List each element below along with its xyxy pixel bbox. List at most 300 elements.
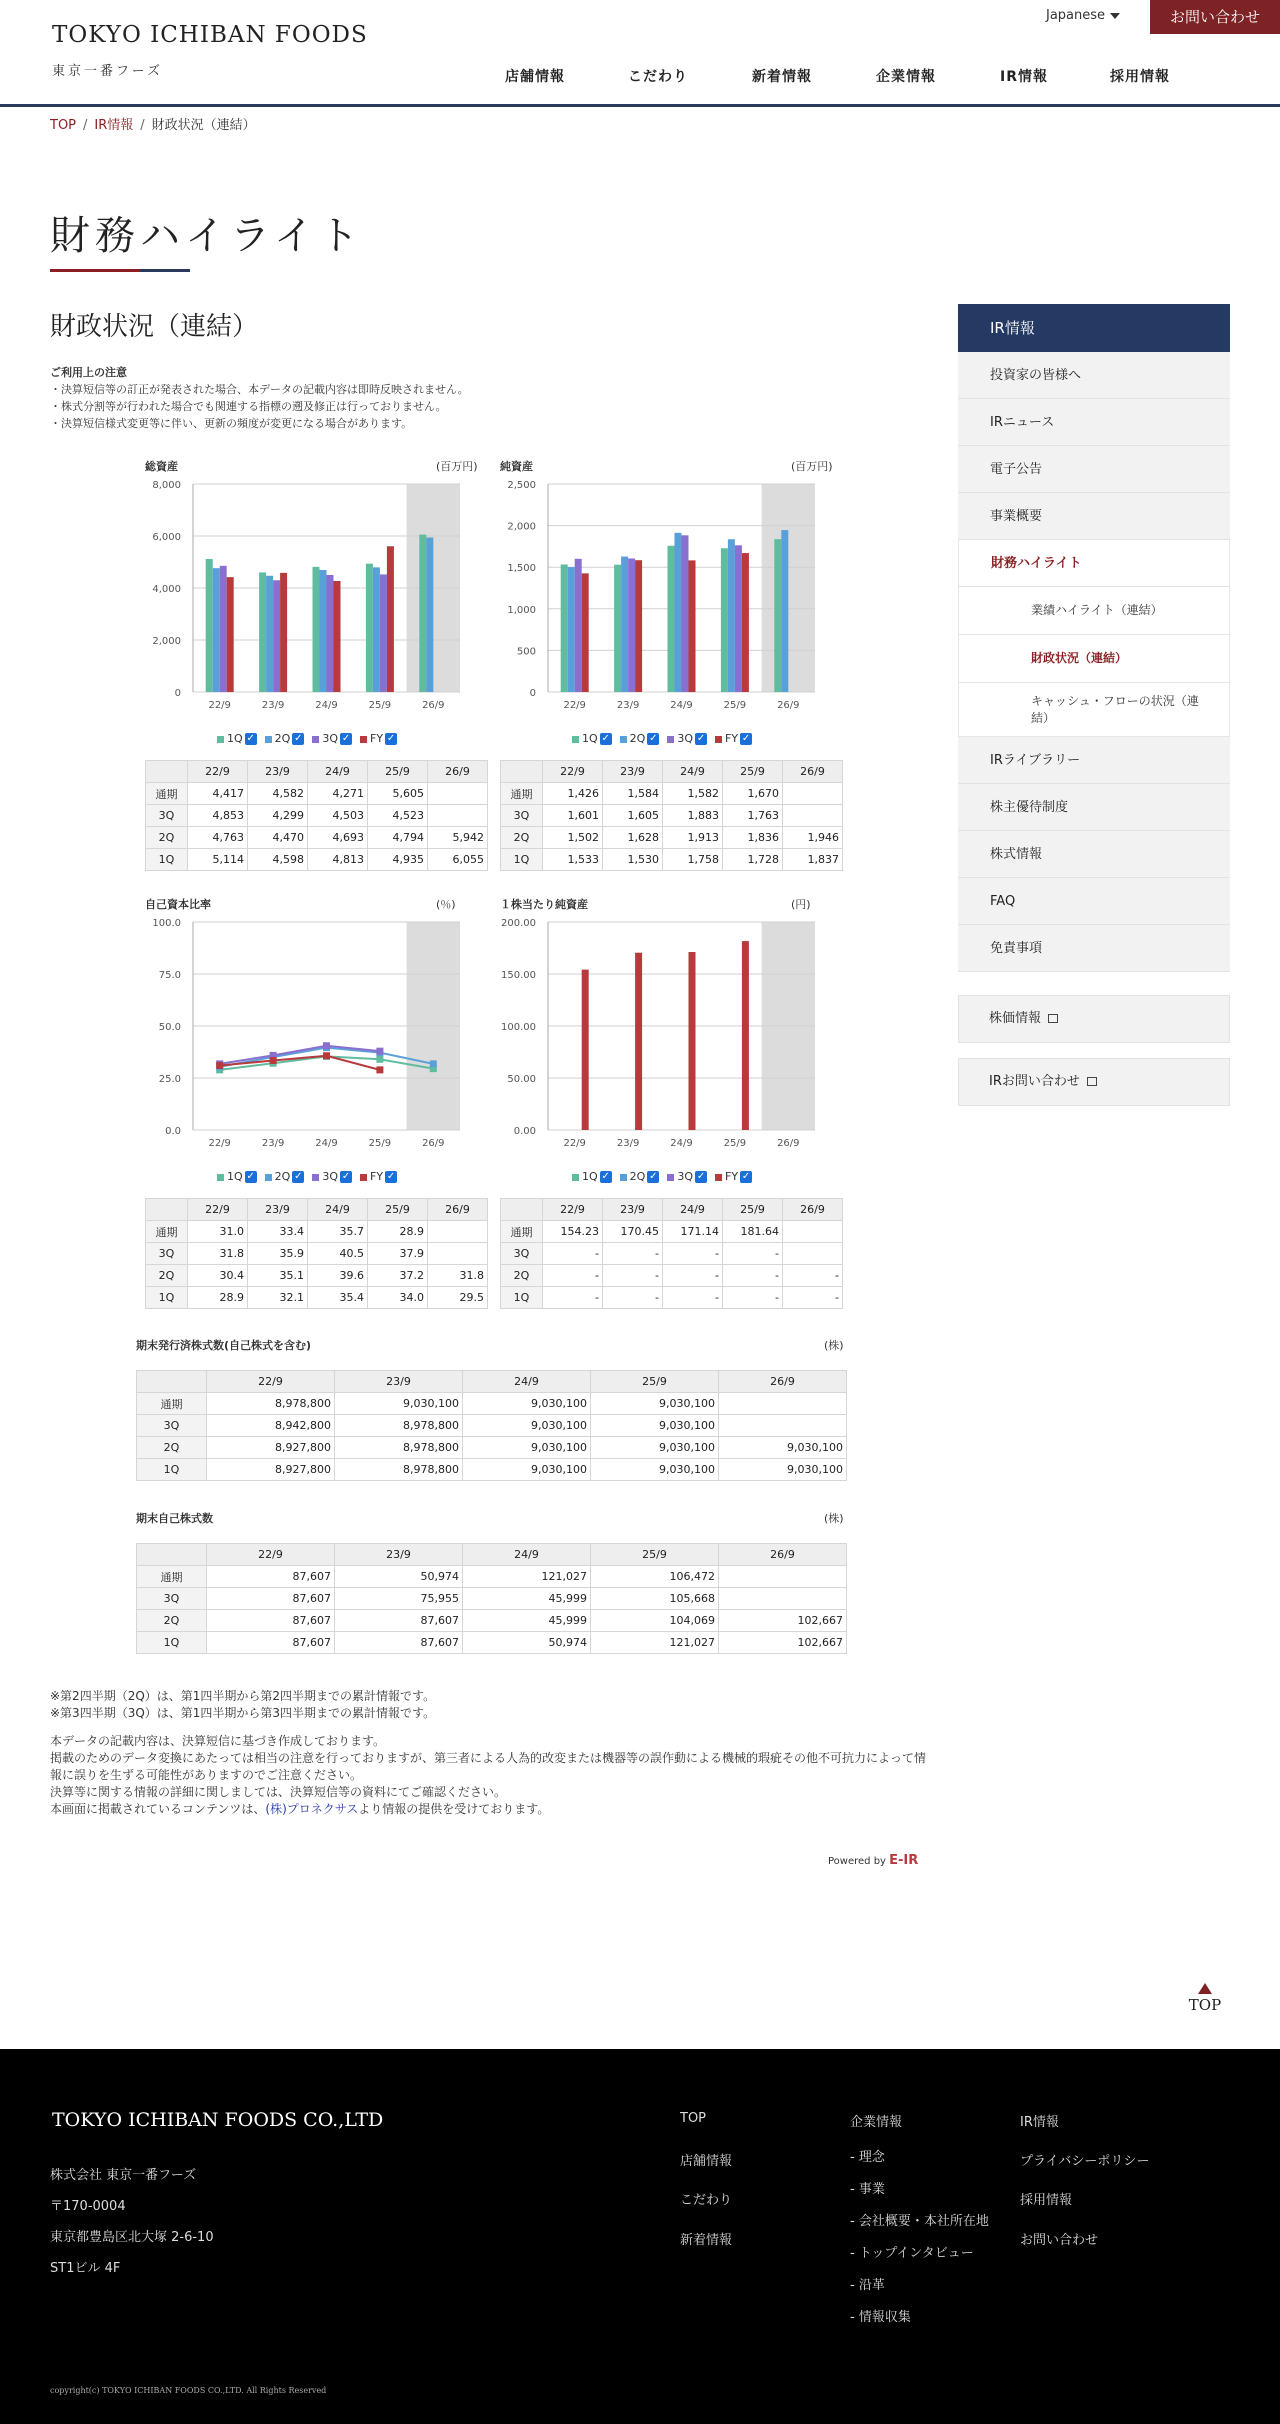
y-tick-label: 0.00 [513,1126,536,1137]
row-label: 2Q [146,827,188,849]
bar-1Q [561,564,568,692]
bar-3Q [220,566,227,692]
legend-swatch [312,736,319,743]
table-cell: 5,605 [368,783,428,805]
table-cell: - [543,1243,603,1265]
footer-link-top[interactable]: TOP [680,2111,707,2126]
x-tick-label: 24/9 [315,700,338,711]
legend-item-2Q[interactable] [265,732,305,745]
back-to-top-button[interactable]: TOP [1184,1983,1226,2014]
chart-data-table [500,760,843,871]
table-cell: 4,503 [308,805,368,827]
x-tick-label: 25/9 [368,700,392,711]
legend-swatch [265,736,272,743]
language-selector[interactable] [1046,8,1120,23]
bar-3Q [575,559,582,692]
table-row [501,1221,843,1243]
y-tick-label: 50.0 [158,1022,181,1033]
powered-by[interactable]: Powered by E-IR [828,1853,919,1868]
legend-swatch [715,736,722,743]
legend-item-1Q[interactable] [217,1170,257,1183]
chart-svg [490,912,830,1182]
y-tick-label: 1,500 [507,563,536,575]
sidebar-subitem-0[interactable] [958,587,1230,635]
table-cell [719,1393,847,1415]
table-cell: 1,836 [723,827,783,849]
table-cell: 4,470 [248,827,308,849]
legend-item-2Q[interactable] [620,1170,660,1183]
table-cell: 1,670 [723,783,783,805]
table-cell: - [783,1287,843,1309]
table-cell: 1,502 [543,827,603,849]
table-cell: 50,974 [463,1632,591,1654]
table-cell: 35.4 [308,1287,368,1309]
footer [0,2049,1280,2424]
bar-1Q [313,567,320,692]
y-tick-label: 2,000 [152,636,181,647]
x-tick-label: 22/9 [208,1138,231,1149]
legend-item-3Q[interactable] [312,1170,352,1183]
table-cell: 1,913 [663,827,723,849]
sidebar-subitem-1[interactable] [958,635,1230,683]
table-cell: 87,607 [207,1632,335,1654]
x-tick-label: 25/9 [723,1138,747,1149]
x-tick-label: 22/9 [208,700,231,711]
legend-checkbox[interactable]: ✓ [741,1171,751,1182]
legend-swatch [667,736,674,743]
table-header: 23/9 [603,761,663,783]
x-tick-label: 24/9 [670,700,693,711]
table-header: 23/9 [335,1371,463,1393]
chart-unit: (百万円) [791,460,833,473]
legend-item-FY[interactable] [360,732,397,745]
table-cell: 106,472 [591,1566,719,1588]
stock-price-link[interactable]: 株価情報 [958,995,1230,1043]
legend-label: 2Q [274,1170,291,1183]
legend-checkbox[interactable]: ✓ [341,1171,351,1182]
table-header: 26/9 [719,1544,847,1566]
row-label: 2Q [146,1265,188,1287]
legend-item-FY[interactable] [715,732,752,745]
bar-1Q [259,572,266,692]
bar-1Q [366,564,373,692]
bar-FY [689,952,696,1130]
bar-FY [280,573,287,692]
legend-label: 3Q [677,1170,694,1183]
table-cell: 8,927,800 [207,1437,335,1459]
table-corner [137,1544,207,1566]
table-cell [719,1415,847,1437]
usage-notice [50,364,469,432]
legend-swatch [620,736,627,743]
row-label: 1Q [501,1287,543,1309]
table-cell: 154.23 [543,1221,603,1243]
bar-2Q [568,567,575,692]
disclaimer-line: 決算等に関する情報の詳細に関しましては、決算短信等の資料にてご確認ください。 [50,1785,507,1799]
row-label: 2Q [137,1610,207,1632]
y-tick-label: 0 [174,688,181,699]
bar-2Q [621,557,628,692]
sidebar-item2-1[interactable]: 株主優待制度 [958,784,1230,831]
y-tick-label: 200.00 [501,918,536,929]
table-cell: 1,533 [543,849,603,871]
sidebar-item-0[interactable]: 投資家の皆様へ [958,352,1230,399]
table-header: 26/9 [783,761,843,783]
table-row [146,783,488,805]
nav-stores[interactable]: 店舗情報 [505,69,565,85]
legend-swatch [572,1174,579,1181]
footer-link-recruit[interactable]: 採用情報 [1020,2193,1073,2208]
legend-item-1Q[interactable] [572,732,612,745]
table-row [137,1437,847,1459]
footer-link-overview[interactable]: - 会社概要・本社所在地 [850,2214,989,2229]
legend-checkbox[interactable]: ✓ [601,733,610,744]
table-cell [783,1243,843,1265]
point-FY [216,1062,223,1069]
legend-item-1Q[interactable] [217,732,257,745]
y-tick-label: 100.0 [152,918,181,929]
bar-FY [742,553,749,692]
table-cell: 1,628 [603,827,663,849]
sidebar-heading[interactable]: IR情報 [958,304,1230,352]
table-cell: 87,607 [207,1566,335,1588]
arrow-up-icon [1198,1983,1212,1994]
legend-swatch [217,1174,224,1181]
table-header: 22/9 [188,761,248,783]
legend-checkbox[interactable]: ✓ [246,733,255,744]
table-cell: 1,883 [663,805,723,827]
bar-FY [689,560,696,692]
legend-checkbox[interactable]: ✓ [649,733,658,744]
table-cell: 4,299 [248,805,308,827]
external-link-icon [1087,1077,1097,1086]
provider-line: 本画面に掲載されているコンテンツは、(株)プロネクサスより情報の提供を受けております。 [50,1802,550,1816]
table-cell: - [723,1265,783,1287]
bar-2Q [373,567,380,692]
row-label: 通期 [137,1566,207,1588]
bar-FY [635,560,642,692]
sidebar-item-2[interactable]: 電子公告 [958,446,1230,493]
line-3Q [220,1046,380,1064]
legend-item-1Q[interactable] [572,1170,612,1183]
x-tick-label: 23/9 [261,700,285,711]
footer-link-company[interactable]: 企業情報 [850,2115,903,2130]
point-1Q [376,1056,383,1063]
point-3Q [323,1042,330,1049]
footer-link-commitment[interactable]: こだわり [680,2193,733,2208]
legend-label: 3Q [677,732,694,745]
chart-data-table [145,1198,488,1309]
nav-news[interactable]: 新着情報 [752,69,812,85]
bar-3Q [628,558,635,692]
nav-commitment[interactable]: こだわり [628,69,688,85]
sidebar-item-1[interactable]: IRニュース [958,399,1230,446]
table-cell: 1,837 [783,849,843,871]
x-tick-label: 23/9 [616,1138,640,1149]
row-label: 通期 [146,783,188,805]
table-corner [501,761,543,783]
sidebar-subitem-2[interactable] [958,683,1230,737]
row-label: 1Q [137,1459,207,1481]
table-cell: - [663,1243,723,1265]
table-cell: 32.1 [248,1287,308,1309]
legend-swatch [667,1174,674,1181]
table-cell: 4,853 [188,805,248,827]
table-cell: - [723,1287,783,1309]
table-cell: 39.6 [308,1265,368,1287]
y-tick-label: 150.00 [501,970,536,981]
chart-svg [135,912,475,1182]
x-tick-label: 26/9 [777,1138,800,1149]
legend-checkbox[interactable]: ✓ [741,733,751,744]
legend-item-3Q[interactable] [312,732,352,745]
ir-contact-link[interactable]: IRお問い合わせ [958,1058,1230,1106]
table-cell: 87,607 [207,1588,335,1610]
bar-FY [334,581,341,692]
x-tick-label: 23/9 [261,1138,285,1149]
table-cell: - [543,1265,603,1287]
sidebar-item2-3[interactable]: FAQ [958,878,1230,925]
sidebar-item2-0[interactable]: IRライブラリー [958,737,1230,784]
table-header: 24/9 [308,761,368,783]
sidebar-item-3[interactable]: 事業概要 [958,493,1230,540]
bar-2Q [320,570,327,692]
nav-company[interactable]: 企業情報 [876,69,936,85]
table-cell: 33.4 [248,1221,308,1243]
table-row [146,805,488,827]
table-cell: 9,030,100 [463,1459,591,1481]
chart-title: １株当たり純資産 [500,898,588,911]
legend-checkbox[interactable]: ✓ [696,1171,706,1182]
table-cell: 170.45 [603,1221,663,1243]
table-cell: 4,935 [368,849,428,871]
chart-title: 自己資本比率 [145,898,211,911]
table-row [501,849,843,871]
legend-label: FY [725,732,739,745]
footnote-line: ※第2四半期（2Q）は、第1四半期から第2四半期までの累計情報です。 [50,1689,436,1703]
table-row [137,1588,847,1610]
x-tick-label: 26/9 [777,700,800,711]
row-label: 2Q [501,1265,543,1287]
x-tick-label: 23/9 [616,700,640,711]
footer-link-interview[interactable]: - トップインタビュー [850,2246,974,2261]
table-header: 26/9 [783,1199,843,1221]
bar-FY [582,573,589,692]
legend-checkbox[interactable]: ✓ [341,733,351,744]
table-header: 23/9 [335,1544,463,1566]
bar-FY [387,546,394,692]
footer-company: 株式会社 東京一番フーズ [50,2168,197,2183]
shares-issued-table [136,1370,847,1481]
bar-1Q [419,535,426,692]
sidebar-item2-2[interactable]: 株式情報 [958,831,1230,878]
table-row [137,1415,847,1437]
table-cell: 1,530 [603,849,663,871]
table-cell: 1,758 [663,849,723,871]
table-cell: 29.5 [428,1287,488,1309]
table-cell: 31.8 [188,1243,248,1265]
legend-item-2Q[interactable] [620,732,660,745]
table-cell: 1,584 [603,783,663,805]
point-3Q [376,1048,383,1055]
table-cell: - [543,1287,603,1309]
table-cell: 4,693 [308,827,368,849]
table-cell: 8,927,800 [207,1459,335,1481]
sidebar-subitem-label: 業績ハイライト（連結） [1031,603,1163,617]
table-cell: 121,027 [591,1632,719,1654]
bar-1Q [206,559,213,692]
legend-checkbox[interactable]: ✓ [696,733,706,744]
x-tick-label: 22/9 [563,700,586,711]
row-label: 3Q [501,1243,543,1265]
bar-1Q [721,548,728,692]
chart-data-table [145,760,488,871]
legend-item-3Q[interactable] [667,732,707,745]
table-cell: 87,607 [207,1610,335,1632]
x-tick-label: 26/9 [422,1138,445,1149]
legend-checkbox[interactable]: ✓ [601,1171,610,1182]
footer-link-ir[interactable]: IR情報 [1020,2115,1059,2130]
table-row [146,849,488,871]
legend-swatch [360,736,367,743]
table-cell: 5,942 [428,827,488,849]
legend-swatch [620,1174,627,1181]
table-header: 26/9 [428,761,488,783]
breadcrumb-ir[interactable]: IR情報 [94,118,134,133]
legend-label: 1Q [582,1170,598,1183]
table-header: 25/9 [591,1544,719,1566]
table-cell: 102,667 [719,1632,847,1654]
table-header: 26/9 [719,1371,847,1393]
footer-link-info[interactable]: - 情報収集 [850,2310,911,2325]
table-cell: 35.1 [248,1265,308,1287]
legend-item-3Q[interactable] [667,1170,707,1183]
chart-legend [217,1170,405,1183]
footer-building: ST1ビル 4F [50,2261,121,2276]
table-header: 22/9 [207,1544,335,1566]
legend-item-FY[interactable] [715,1170,752,1183]
legend-item-2Q[interactable] [265,1170,305,1183]
table-cell: 4,598 [248,849,308,871]
legend-label: 2Q [629,732,646,745]
sidebar-item2-4[interactable]: 免責事項 [958,925,1230,972]
legend-item-FY[interactable] [360,1170,397,1183]
logo-en[interactable]: TOKYO ICHIBAN FOODS [52,22,368,48]
bar-1Q [614,565,621,692]
legend-label: 3Q [322,732,339,745]
table-cell: - [663,1287,723,1309]
chevron-down-icon [1110,13,1120,19]
y-tick-label: 75.0 [158,970,181,981]
table-row [501,783,843,805]
table-cell: 8,978,800 [335,1415,463,1437]
title-underline-red [50,269,140,272]
table-cell: 9,030,100 [463,1393,591,1415]
table-cell: - [783,1265,843,1287]
notice-line: ・決算短信様式変更等に伴い、更新の頻度が変更になる場合があります。 [50,417,413,430]
table-cell: 87,607 [335,1610,463,1632]
logo-jp[interactable]: 東京一番フーズ [52,64,163,79]
footnote-line: ※第3四半期（3Q）は、第1四半期から第3四半期までの累計情報です。 [50,1706,436,1720]
legend-label: 1Q [227,1170,243,1183]
table-corner [501,1199,543,1221]
footnotes [50,1688,435,1722]
table-header: 25/9 [723,761,783,783]
footer-link-privacy[interactable]: プライバシーポリシー [1020,2154,1150,2169]
legend-checkbox[interactable]: ✓ [386,733,396,744]
table-cell: 9,030,100 [591,1459,719,1481]
table-cell: 102,667 [719,1610,847,1632]
legend-checkbox[interactable]: ✓ [649,1171,658,1182]
table-row [137,1459,847,1481]
legend-checkbox[interactable]: ✓ [294,733,303,744]
row-label: 1Q [146,849,188,871]
legend-swatch [572,736,579,743]
table-cell: - [723,1243,783,1265]
disclaimer-line: 掲載のためのデータ変換にあたっては相当の注意を行っておりますが、第三者による人為的改変または機器等の誤作動による機械的瑕疵その他不可抗力によって情 [50,1751,927,1765]
chart-svg [135,474,475,744]
table-cell [783,805,843,827]
y-tick-label: 0 [529,688,536,699]
legend-label: 3Q [322,1170,339,1183]
bar-2Q [675,533,682,692]
nav-ir[interactable]: IR情報 [1000,69,1048,85]
legend-checkbox[interactable]: ✓ [386,1171,396,1182]
footer-link-stores[interactable]: 店舗情報 [680,2154,733,2169]
table-cell: 50,974 [335,1566,463,1588]
bar-3Q [380,574,387,692]
contact-button[interactable]: お問い合わせ [1150,0,1280,34]
legend-label: 2Q [274,732,291,745]
breadcrumb-top[interactable]: TOP [50,118,77,133]
table-cell: 9,030,100 [719,1437,847,1459]
table-cell: 6,055 [428,849,488,871]
table-row [137,1632,847,1654]
table-cell: 4,582 [248,783,308,805]
table-header: 22/9 [543,1199,603,1221]
bar-3Q [682,535,689,692]
legend-swatch [265,1174,272,1181]
table-header: 25/9 [368,1199,428,1221]
footer-link-philosophy[interactable]: - 理念 [850,2150,885,2165]
footer-link-business[interactable]: - 事業 [850,2182,885,2197]
footer-link-contact[interactable]: お問い合わせ [1020,2233,1099,2248]
table-cell: 105,668 [591,1588,719,1610]
nav-recruit[interactable]: 採用情報 [1110,69,1170,85]
footer-logo[interactable]: TOKYO ICHIBAN FOODS CO.,LTD [52,2109,384,2131]
legend-checkbox[interactable]: ✓ [294,1171,303,1182]
footer-link-news[interactable]: 新着情報 [680,2233,733,2248]
footer-link-history[interactable]: - 沿革 [850,2278,885,2293]
bar-3Q [735,545,742,692]
table-header: 22/9 [543,761,603,783]
legend-checkbox[interactable]: ✓ [246,1171,255,1182]
table-cell: 45,999 [463,1610,591,1632]
bar-2Q [266,576,273,692]
table-cell: 30.4 [188,1265,248,1287]
provider-link[interactable]: (株)プロネクサス [265,1802,359,1816]
table-cell: 9,030,100 [335,1393,463,1415]
bar-1Q [774,539,781,692]
table-cell [783,1221,843,1243]
row-label: 通期 [137,1393,207,1415]
table-row [501,1265,843,1287]
table-cell: 31.8 [428,1265,488,1287]
x-tick-label: 26/9 [422,700,445,711]
table-header: 23/9 [603,1199,663,1221]
sidebar-item-4[interactable]: 財務ハイライト [958,540,1230,587]
y-tick-label: 2,500 [507,480,536,491]
